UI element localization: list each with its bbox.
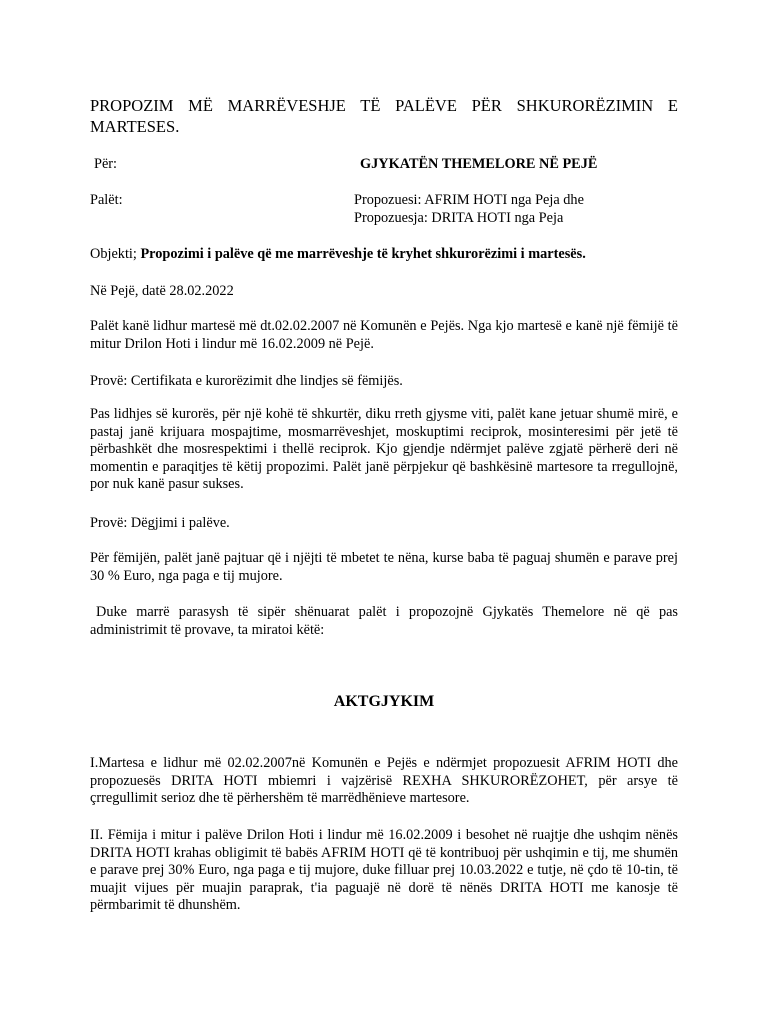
parties-row [90,192,678,210]
judgment-heading: AKTGJYKIM [333,693,435,710]
paragraph-4: Duke marrë parasysh të sipër shënuarat palët i propozojnë Gjykatës Themelore në që pas administrimit të provave, ta miratoi këtë: [90,604,678,638]
place-date: Në Pejë, datë 28.02.2022 [90,283,234,299]
paragraph-3: Për fëmijën, palët janë pajtuar që i njëjti të mbetet te nëna, kurse baba të paguaj shumën e parave prej 30 % Euro, nga paga e tij mujore. [90,550,678,584]
addressee-row [90,156,678,174]
document-title: PROPOZIM MË MARRËVESHJE TË PALËVE PËR SHKURORËZIMIN E MARTESES. [90,96,678,136]
per-label: Për: [94,156,118,172]
paragraph-1: Palët kanë lidhur martesë më dt.02.02.2007 në Komunën e Pejës. Nga kjo martesë e kanë një fëmijë të mitur Drilon Hoti i lindur më 16.02.2009 në Pejë. [90,318,678,352]
clause-1: I.Martesa e lidhur më 02.02.2007në Komunën e Pejës e ndërmjet propozuesit AFRIM HOTI dhe propozuesës DRITA HOTI mbiemri i vajzërisë REXHA SHKURORËZOHET, për arsye të çrregullimit serioz dhe të përhershëm të marrëdhënieve martesore. [90,755,678,807]
clause-2: II. Fëmija i mitur i palëve Drilon Hoti i lindur më 16.02.2009 i besohet në ruajtje dhe ushqim nënës DRITA HOTI krahas obligimit të babës AFRIM HOTI që të kontribuoj për ushqimin e tij, me shumën e parave prej 30% Euro, nga paga e tij mujore, duke filluar prej 10.03.2022 e tutje, në çdo të 10-tin, të muajit vijues për muajin paraprak, t'ia paguajë në dorë të nënës DRITA HOTI me kanosje të përmbarimit të dhunshëm. [90,827,678,914]
evidence-1: Provë: Certifikata e kurorëzimit dhe lindjes së fëmijës. [90,373,403,389]
object-label: Objekti; [90,246,137,262]
evidence-2: Provë: Dëgjimi i palëve. [90,515,230,531]
object-text: Propozimi i palëve që me marrëveshje të kryhet shkurorëzimi i martesës. [140,246,586,262]
proposer-2: Propozuesja: DRITA HOTI nga Peja [354,210,564,226]
parties-row-2 [90,210,678,228]
palet-label: Palët: [90,192,123,208]
object-line [90,246,678,264]
paragraph-2: Pas lidhjes së kurorës, për një kohë të shkurtër, diku rreth gjysme viti, palët kane jetuar shumë mirë, e pastaj janë krijuara mospajtime, mosmarrëveshjet, moskuptimi reciprok, mosinteresimi për jetë të përbashkët dhe mosrespektimi i thellë reciprok. Kjo gjendje ndërmjet palëve zgjatë përherë deri në momentin e paraqitjes të këtij propozimi. Palët janë përpjekur që bashkësinë martesore ta rregullojnë, por nuk kanë pasur sukses. [90,406,678,493]
court-name: GJYKATËN THEMELORE NË PEJË [360,156,598,172]
proposer-1: Propozuesi: AFRIM HOTI nga Peja dhe [354,192,584,208]
